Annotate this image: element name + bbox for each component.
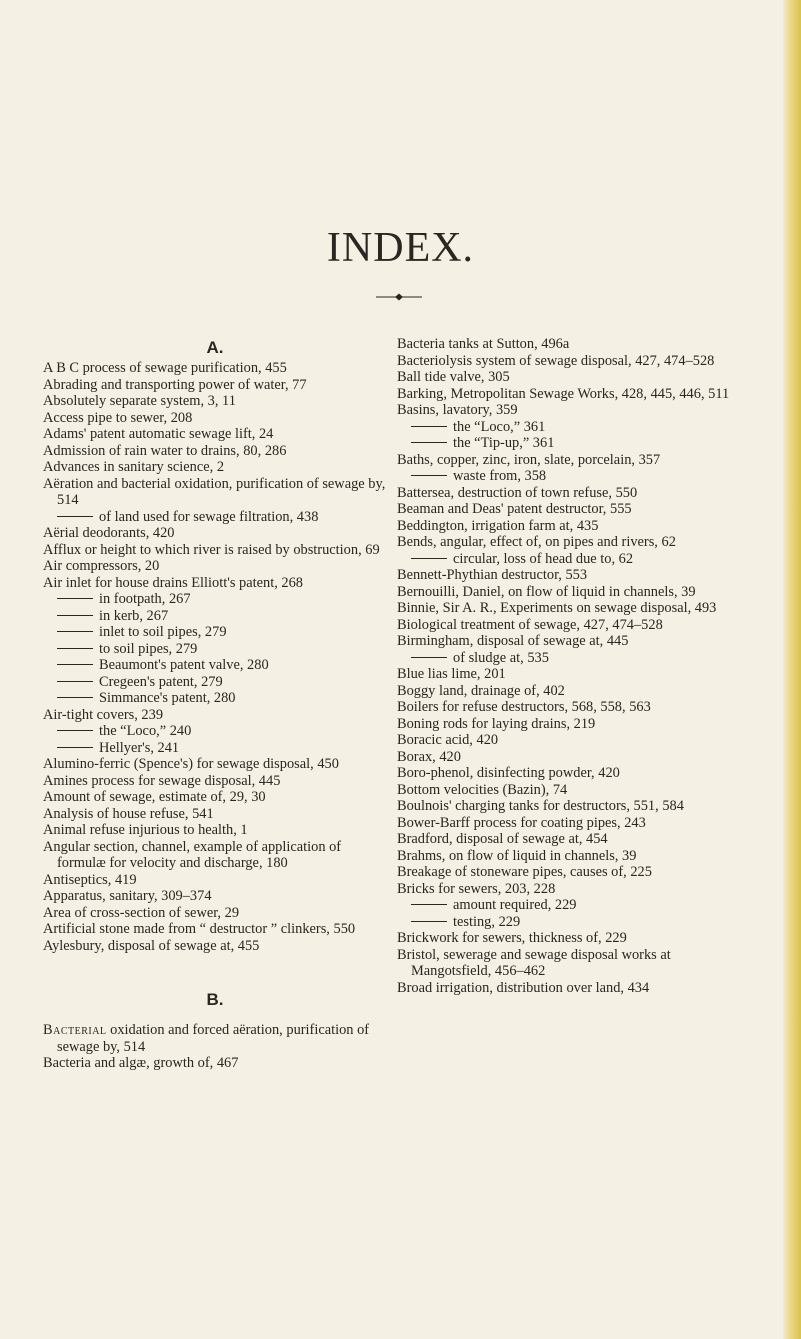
index-subentry	[397, 650, 749, 667]
entry-text: Bernouilli, Daniel, on flow of liquid in channels, 39	[397, 583, 696, 600]
page-edge	[783, 0, 801, 1339]
index-subentry	[43, 690, 387, 707]
entry-text: Beaumont's patent valve, 280	[99, 657, 269, 673]
entry-text: Bends, angular, effect of, on pipes and rivers, 62	[397, 534, 676, 550]
entry-text: circular, loss of head due to, 62	[453, 550, 634, 567]
ditto-dash	[57, 747, 93, 748]
entry-text: Adams' patent automatic sewage lift, 24	[43, 426, 274, 442]
index-entry	[397, 716, 749, 733]
index-entry	[43, 789, 387, 806]
ditto-dash	[57, 730, 93, 731]
index-entry	[397, 584, 749, 601]
index-entry	[397, 567, 749, 584]
index-entry	[43, 443, 387, 460]
entry-text: Brahms, on flow of liquid in channels, 39	[397, 847, 637, 864]
index-subentry	[397, 551, 749, 568]
index-entry	[397, 501, 749, 518]
entry-text: Boulnois' charging tanks for destructors, 551, 584	[397, 798, 684, 814]
ditto-dash	[411, 921, 447, 922]
entry-text: Bottom velocities (Bazin), 74	[397, 781, 568, 798]
index-subentry	[43, 641, 387, 658]
index-entry	[43, 756, 387, 773]
entry-text: Battersea, destruction of town refuse, 550	[397, 484, 638, 501]
page-title: INDEX.	[326, 225, 475, 271]
index-entry	[43, 938, 387, 955]
index-entry	[43, 459, 387, 476]
entry-text: Bennett-Phythian destructor, 553	[397, 567, 588, 583]
entry-text: A B C process of sewage purification, 455	[43, 360, 287, 376]
entry-text: waste from, 358	[453, 468, 547, 484]
index-entry	[397, 782, 749, 799]
entry-text: Boro-phenol, disinfecting powder, 420	[397, 765, 620, 781]
entry-text: amount required, 229	[453, 897, 577, 913]
index-entry	[397, 815, 749, 832]
ditto-dash	[411, 558, 447, 559]
entry-text: Biological treatment of sewage, 427, 474–528	[397, 616, 663, 633]
ditto-dash	[57, 648, 93, 649]
index-entry	[397, 831, 749, 848]
ditto-dash	[57, 681, 93, 682]
index-entry	[43, 1022, 387, 1055]
left-column	[43, 336, 387, 1072]
entry-text: Borax, 420	[397, 748, 461, 765]
entry-text: Air compressors, 20	[43, 558, 160, 574]
index-subentry	[397, 914, 749, 931]
index-subentry	[397, 468, 749, 485]
index-entry	[397, 617, 749, 634]
index-entry	[43, 773, 387, 790]
ditto-dash	[411, 442, 447, 443]
index-entry	[397, 336, 749, 353]
entry-text: Absolutely separate system, 3, 11	[43, 393, 236, 409]
index-list-a	[43, 360, 387, 954]
index-entry	[43, 921, 387, 938]
index-entry	[43, 1055, 387, 1072]
entry-text: Analysis of house refuse, 541	[43, 805, 214, 822]
index-entry	[43, 410, 387, 427]
entry-text: Antiseptics, 419	[43, 871, 137, 888]
index-entry	[43, 426, 387, 443]
section-letter-a: A.	[206, 338, 224, 357]
entry-text: the “Loco,” 361	[453, 418, 546, 435]
index-subentry	[43, 740, 387, 757]
entry-text: Barking, Metropolitan Sewage Works, 428, 445, 446, 511	[397, 385, 730, 402]
entry-text: Aëration and bacterial oxidation, purification of sewage by, 514	[43, 475, 386, 508]
index-entry	[397, 732, 749, 749]
ditto-dash	[411, 657, 447, 658]
index-entry	[397, 947, 749, 980]
entry-text: Birmingham, disposal of sewage at, 445	[397, 633, 629, 649]
index-entry	[43, 822, 387, 839]
entry-text: Angular section, channel, example of application of formulæ for velocity and discharge, 180	[43, 838, 342, 871]
entry-text: Boracic acid, 420	[397, 732, 499, 748]
entry-text: Cregeen's patent, 279	[99, 673, 223, 690]
ditto-dash	[57, 516, 93, 517]
entry-text: Ball tide valve, 305	[397, 369, 510, 385]
index-entry	[43, 707, 387, 724]
entry-text: inlet to soil pipes, 279	[99, 624, 227, 640]
index-entry	[397, 452, 749, 469]
index-entry	[397, 485, 749, 502]
entry-text: Alumino-ferric (Spence's) for sewage disposal, 450	[43, 756, 339, 772]
entry-text: Bricks for sewers, 203, 228	[397, 880, 556, 897]
index-entry	[397, 798, 749, 815]
entry-text: Apparatus, sanitary, 309–374	[43, 888, 212, 904]
index-entry	[43, 806, 387, 823]
entry-text: Amines process for sewage disposal, 445	[43, 772, 281, 789]
index-entry	[43, 377, 387, 394]
index-entry	[397, 930, 749, 947]
entry-text: Afflux or height to which river is raised by obstruction, 69	[43, 541, 380, 558]
entry-text: Binnie, Sir A. R., Experiments on sewage disposal, 493	[397, 600, 717, 616]
entry-text: Boning rods for laying drains, 219	[397, 715, 596, 732]
entry-text: Access pipe to sewer, 208	[43, 409, 193, 426]
index-subentry	[43, 591, 387, 608]
index-entry	[397, 518, 749, 535]
entry-text: Boilers for refuse destructors, 568, 558, 563	[397, 699, 651, 715]
entry-text: Simmance's patent, 280	[99, 690, 236, 706]
index-list-b-continued	[397, 336, 749, 996]
index-entry	[397, 353, 749, 370]
ditto-dash	[411, 904, 447, 905]
entry-text: oxidation and forced aëration, purification of sewage by, 514	[57, 1022, 370, 1055]
entry-text: Aylesbury, disposal of sewage at, 455	[43, 937, 260, 954]
entry-text: Bacteriolysis system of sewage disposal, 427, 474–528	[397, 352, 715, 369]
index-entry	[397, 699, 749, 716]
index-subentry	[43, 674, 387, 691]
entry-text: Brickwork for sewers, thickness of, 229	[397, 930, 627, 946]
index-entry	[43, 393, 387, 410]
entry-text: Artificial stone made from “ destructor ” clinkers, 550	[43, 921, 356, 937]
entry-text: Area of cross-section of sewer, 29	[43, 904, 240, 921]
entry-text: Admission of rain water to drains, 80, 286	[43, 442, 287, 459]
section-gap	[43, 954, 387, 988]
entry-text: the “Loco,” 240	[99, 723, 192, 739]
entry-text: Bristol, sewerage and sewage disposal works at Mangotsfield, 456–462	[397, 946, 671, 979]
index-subentry	[43, 723, 387, 740]
entry-text: testing, 229	[453, 913, 521, 930]
index-entry	[397, 600, 749, 617]
index-subentry	[43, 624, 387, 641]
entry-text: Broad irrigation, distribution over land, 434	[397, 979, 650, 996]
index-entry	[43, 476, 387, 509]
entry-text: Baths, copper, zinc, iron, slate, porcelain, 357	[397, 451, 661, 468]
entry-text: Animal refuse injurious to health, 1	[43, 822, 248, 838]
entry-text: Bacteria and algæ, growth of, 467	[43, 1055, 239, 1071]
index-subentry	[43, 509, 387, 526]
index-subentry	[397, 897, 749, 914]
entry-text: Hellyer's, 241	[99, 739, 180, 756]
ditto-dash	[57, 598, 93, 599]
ditto-dash	[57, 631, 93, 632]
index-subentry	[397, 435, 749, 452]
ditto-dash	[57, 615, 93, 616]
index-subentry	[397, 419, 749, 436]
index-entry	[397, 386, 749, 403]
entry-text: Blue lias lime, 201	[397, 666, 506, 682]
index-entry	[43, 872, 387, 889]
index-entry	[397, 633, 749, 650]
index-entry	[43, 558, 387, 575]
index-entry	[397, 749, 749, 766]
entry-text: Beddington, irrigation farm at, 435	[397, 517, 599, 534]
index-entry	[397, 402, 749, 419]
entry-text: of sludge at, 535	[453, 649, 549, 666]
entry-text: Aërial deodorants, 420	[43, 525, 175, 541]
entry-text: the “Tip-up,” 361	[453, 435, 555, 451]
index-entry	[43, 905, 387, 922]
index-entry	[397, 765, 749, 782]
section-letter-b: B.	[206, 990, 224, 1009]
entry-text: in footpath, 267	[99, 591, 191, 607]
entry-text: Advances in sanitary science, 2	[43, 459, 225, 475]
entry-text: Bradford, disposal of sewage at, 454	[397, 831, 608, 847]
index-entry	[43, 888, 387, 905]
index-entry	[397, 369, 749, 386]
ditto-dash	[411, 475, 447, 476]
index-subentry	[43, 657, 387, 674]
entry-text: Abrading and transporting power of water, 77	[43, 376, 307, 393]
index-entry	[397, 881, 749, 898]
entry-text: in kerb, 267	[99, 607, 169, 624]
entry-text: Bacteria tanks at Sutton, 496a	[397, 336, 570, 352]
index-entry	[397, 864, 749, 881]
ditto-dash	[57, 664, 93, 665]
entry-text: of land used for sewage filtration, 438	[99, 508, 319, 525]
index-entry	[43, 575, 387, 592]
index-entry	[397, 980, 749, 997]
entry-text: Boggy land, drainage of, 402	[397, 682, 565, 699]
index-entry	[397, 683, 749, 700]
index-entry	[43, 525, 387, 542]
index-list-b	[43, 1022, 387, 1072]
right-column	[397, 336, 749, 996]
entry-text: Beaman and Deas' patent destructor, 555	[397, 501, 632, 517]
entry-text: Breakage of stoneware pipes, causes of, 225	[397, 864, 652, 880]
index-entry	[397, 666, 749, 683]
index-entry	[43, 839, 387, 872]
index-subentry	[43, 608, 387, 625]
index-entry	[43, 542, 387, 559]
entry-lead-word: Bacterial	[43, 1022, 107, 1038]
index-entry	[43, 360, 387, 377]
entry-text: Amount of sewage, estimate of, 29, 30	[43, 789, 266, 805]
entry-text: Basins, lavatory, 359	[397, 402, 518, 418]
entry-text: Air-tight covers, 239	[43, 706, 164, 723]
index-entry	[397, 534, 749, 551]
index-entry	[397, 848, 749, 865]
entry-text: Bower-Barff process for coating pipes, 243	[397, 814, 646, 831]
ditto-dash	[411, 426, 447, 427]
entry-text: to soil pipes, 279	[99, 640, 198, 657]
divider-ornament-icon	[376, 293, 422, 301]
entry-text: Air inlet for house drains Elliott's patent, 268	[43, 574, 303, 591]
ditto-dash	[57, 697, 93, 698]
